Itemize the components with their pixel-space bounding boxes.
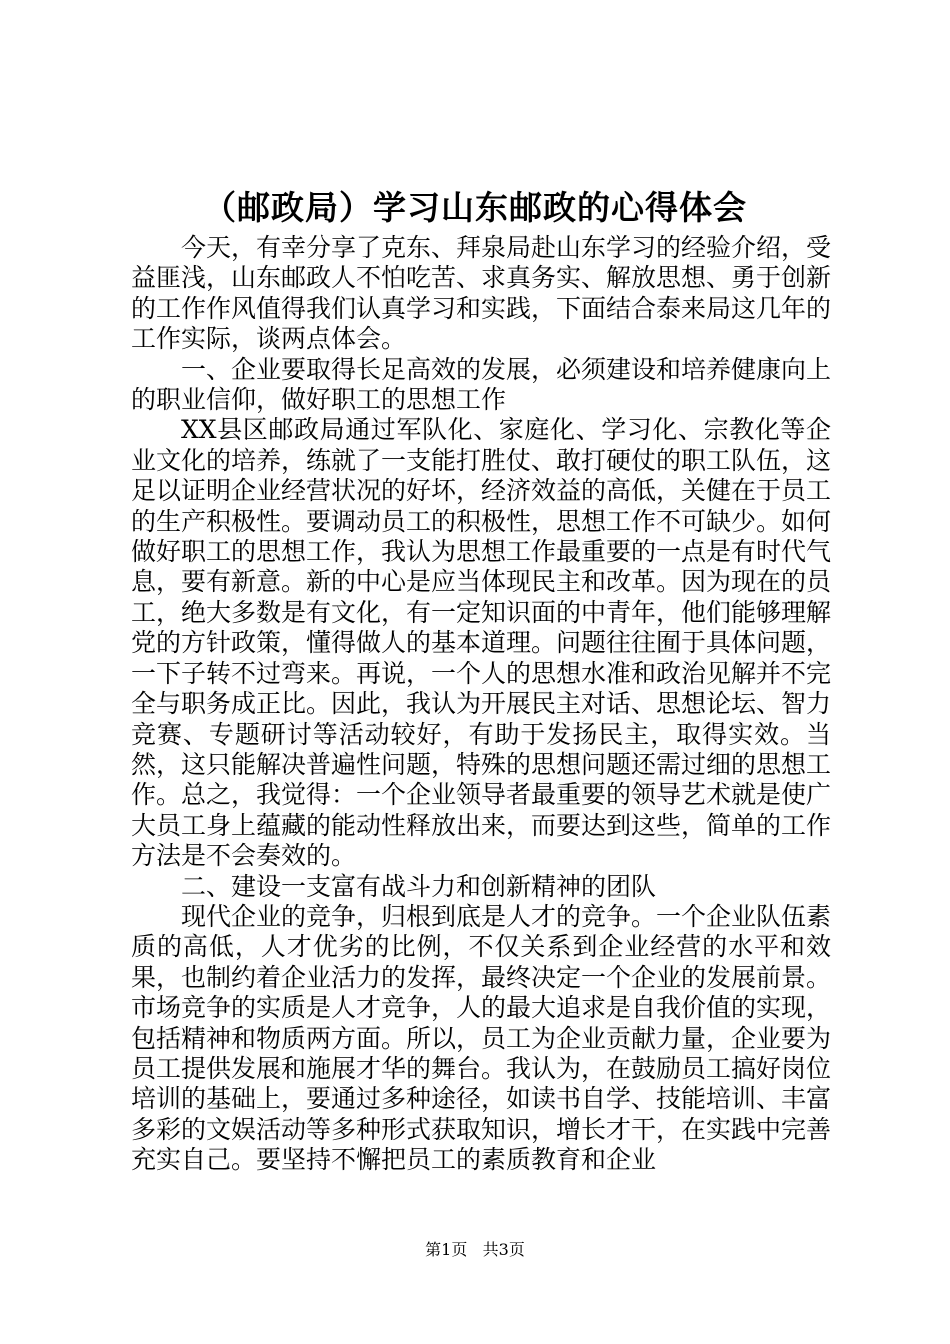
paragraph-section-two: 现代企业的竞争，归根到底是人才的竞争。一个企业队伍素质的高低，人才优劣的比例，不仅关系到企业经营的水平和效果，也制约着企业活力的发挥，最终决定一个企业的发展前景。市场竞争的实质是人才竞争，人的最大追求是自我价值的实现，包括精神和物质两方面。所以，员工为企业贡献力量，企业要为员工提供发展和施展才华的舞台。我认为，在鼓励员工搞好岗位培训的基础上，要通过多种途径，如读书自学、技能培训、丰富多彩的文娱活动等多种形式获取知识，增长才干，在实践中完善充实自己。要坚持不懈把员工的素质教育和企业 <box>131 901 832 1175</box>
page-separator <box>472 1240 477 1259</box>
document-title: （邮政局）学习山东邮政的心得体会 <box>203 188 747 227</box>
page-total: 共3页 <box>482 1240 525 1259</box>
page-number: 第1页 <box>425 1240 468 1259</box>
paragraph-intro: 今天，有幸分享了克东、拜泉局赴山东学习的经验介绍，受益匪浅，山东邮政人不怕吃苦、求真务实、解放思想、勇于创新的工作作风值得我们认真学习和实践，下面结合泰来局这几年的工作实际，谈两点体会。 <box>131 233 832 354</box>
paragraph-heading-two: 二、建设一支富有战斗力和创新精神的团队 <box>181 871 657 901</box>
page-footer <box>0 1240 950 1260</box>
paragraph-section-one: XX县区邮政局通过军队化、家庭化、学习化、宗教化等企业文化的培养，练就了一支能打胜仗、敢打硬仗的职工队伍，这足以证明企业经营状况的好坏，经济效益的高低，关健在于员工的生产积极性。要调动员工的积极性，思想工作不可缺少。如何做好职工的思想工作，我认为思想工作最重要的一点是有时代气息，要有新意。新的中心是应当体现民主和改革。因为现在的员工，绝大多数是有文化，有一定知识面的中青年，他们能够理解党的方针政策，懂得做人的基本道理。问题往往囿于具体问题，一下子转不过弯来。再说，一个人的思想水准和政治见解并不完全与职务成正比。因此，我认为开展民主对话、思想论坛、智力竞赛、专题研讨等活动较好，有助于发扬民主，取得实效。当然，这只能解决普遍性问题，特殊的思想问题还需过细的思想工作。总之，我觉得：一个企业领导者最重要的领导艺术就是使广大员工身上蕴藏的能动性释放出来，而要达到这些，简单的工作方法是不会奏效的。 <box>131 415 832 871</box>
document-body <box>131 233 831 1176</box>
paragraph-heading-one: 一、企业要取得长足高效的发展，必须建设和培养健康向上的职业信仰，做好职工的思想工作 <box>131 354 832 415</box>
